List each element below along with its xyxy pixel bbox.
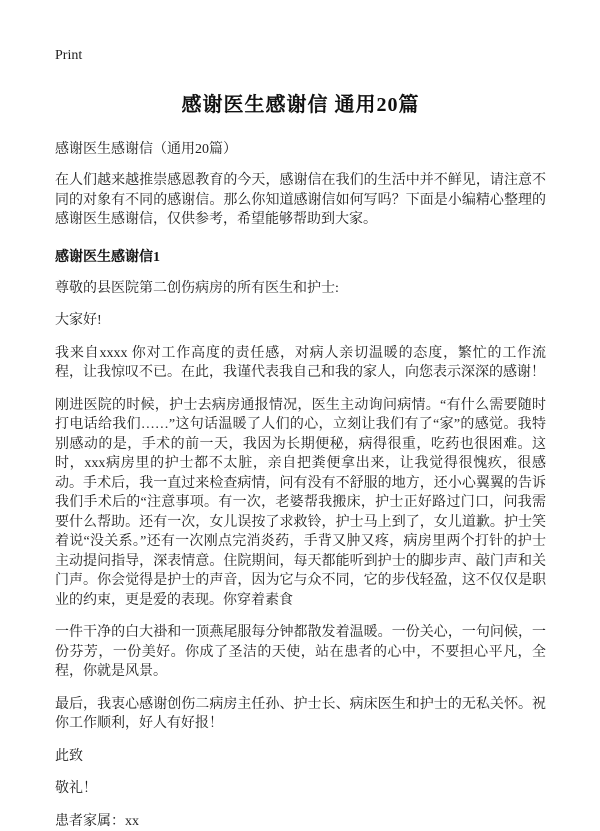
page-title: 感谢医生感谢信 通用20篇 <box>55 88 546 117</box>
paragraph: 此致 <box>55 747 546 767</box>
paragraph: 刚进医院的时候，护士去病房通报情况，医生主动询问病情。“有什么需要随时打电话给我们……”这句话温暖了人们的心，立刻让我们有了“家”的感觉。我特别感动的是，手术的前一天，我因为长期便秘，病得很重，吃药也很困难。这时，xxx病房里的护士都不太脏，亲自把粪便拿出来，让我觉得很愧疚，很感动。手术后，我一直过来检查病情，问有没有不舒服的地方，还小心翼翼的告诉我们手术后的“注意事项。有一次，老婆帮我搬床，护士正好路过门口，问我需要什么帮助。还有一次，女儿误按了求救铃，护士马上到了，女儿道歉。护士笑着说“没关系。”还有一次刚点完消炎药，手背又肿又疼，病房里两个打针的护士主动提问指导，深表情意。住院期间，每天都能听到护士的脚步声、敲门声和关门声。你会觉得是护士的声音，因为它与众不同，它的步伐轻盈，这不仅仅是职业的约束，更是爱的表现。你穿着素食 <box>55 396 546 611</box>
paragraph: 一件干净的白大褂和一顶燕尾服每分钟都散发着温暖。一份关心，一句问候，一份芬芳，一份美好。你成了圣洁的天使，站在患者的心中，不要担心平凡，全程，你就是风景。 <box>55 623 546 682</box>
paragraph: 最后，我衷心感谢创伤二病房主任孙、护士长、病床医生和护士的无私关怀。祝你工作顺利，好人有好报！ <box>55 695 546 734</box>
letter-body <box>55 279 546 831</box>
paragraph: 我来自xxxx 你对工作高度的责任感，对病人亲切温暖的态度，繁忙的工作流程，让我惊叹不已。在此，我谨代表我自己和我的家人，向您表示深深的感谢！ <box>55 344 546 383</box>
paragraph: 患者家属：xx <box>55 812 546 831</box>
paragraph: 敬礼！ <box>55 779 546 799</box>
document-subtitle: 感谢医生感谢信（通用20篇） <box>55 138 546 158</box>
paragraph: 大家好! <box>55 311 546 331</box>
intro-paragraph: 在人们越来越推崇感恩教育的今天，感谢信在我们的生活中并不鲜见，请注意不同的对象有不同的感谢信。那么你知道感谢信如何写吗？下面是小编精心整理的感谢医生感谢信，仅供参考，希望能够帮助到大家。 <box>55 171 546 230</box>
section-heading: 感谢医生感谢信1 <box>55 246 546 266</box>
paragraph: 尊敬的县医院第二创伤病房的所有医生和护士: <box>55 279 546 299</box>
print-button[interactable]: Print <box>55 48 82 64</box>
